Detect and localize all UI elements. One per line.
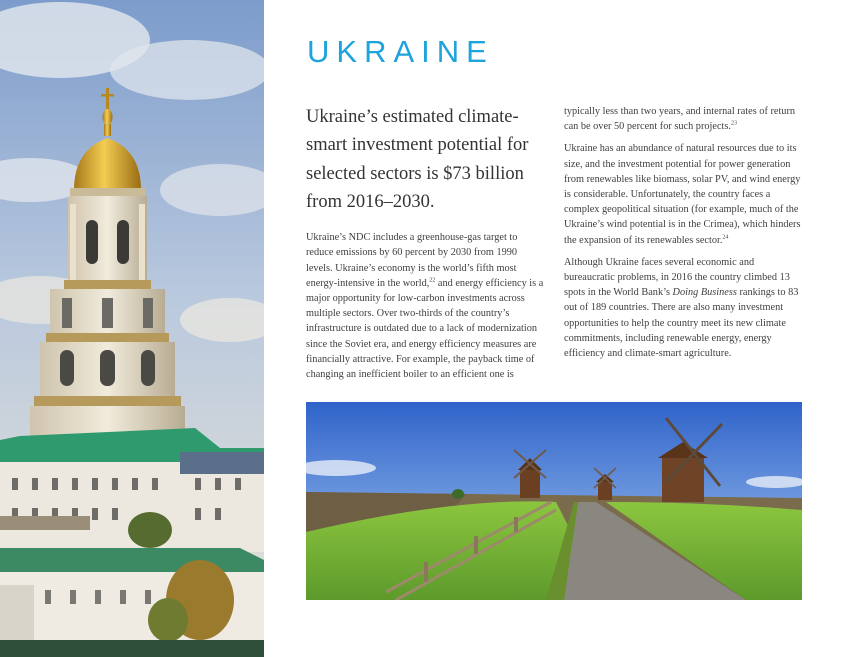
- bell-tower-illustration: [0, 0, 264, 657]
- footnote-ref-22: 22: [429, 277, 436, 284]
- page-title: UKRAINE: [307, 34, 494, 69]
- payback-paragraph: [564, 104, 804, 134]
- right-text-column: [564, 104, 804, 368]
- doing-business-title: Doing Business: [672, 287, 737, 299]
- renewables-paragraph-text: Ukraine has an abundance of natural resources due to its size, and the investment potential for power generation from renewables like biomass, solar PV, and wind energy is considerable. Unfortunately, the country faces a complex geopolitical situation (for example, much of the Ukraine’s wind potential is in the Crimea), which hinders the expansion of its renewables sector.: [564, 143, 801, 246]
- bell-tower-photo: [0, 0, 264, 657]
- doing-business-text-b: rankings to 83 out of 189 countries. There are also many investment opportunities to help the country meet its new climate commitments, including renewable energy, energy efficiency and climate-smart agriculture.: [564, 287, 799, 360]
- windmills-photo: [306, 402, 802, 600]
- doing-business-text-a: Although Ukraine faces several economic and bureaucratic problems, in 2016 the country climbed 13 spots in the World Bank’s: [564, 256, 790, 299]
- ndc-paragraph: [306, 230, 546, 382]
- ndc-paragraph-text-a: Ukraine’s NDC includes a greenhouse-gas target to reduce emissions by 60 percent by 2030 from 1990 levels. Ukraine’s economy is the world’s fifth most energy-intensive in the world,: [306, 232, 518, 289]
- footnote-ref-23: 23: [730, 120, 737, 127]
- renewables-paragraph: [564, 141, 804, 247]
- payback-paragraph-text: typically less than two years, and internal rates of return can be over 50 percent for such projects.: [564, 106, 796, 133]
- lead-statement: Ukraine’s estimated climate-smart investment potential for selected sectors is $73 billion from 2016–2030.: [306, 107, 529, 212]
- left-text-column: [306, 103, 546, 389]
- doing-business-paragraph: [564, 255, 804, 361]
- windmills-illustration: [306, 402, 802, 600]
- ndc-paragraph-text-b: and energy efficiency is a major opportunity for low-carbon investments across multiple sectors. Over two-thirds of the country’s infrastructure is outdated due to a lack of modernization since the Soviet era, and energy efficiency measures are financially attractive. For example, the payback time of changing an inefficient boiler to an efficient one is: [306, 277, 544, 381]
- footnote-ref-24: 24: [722, 234, 729, 241]
